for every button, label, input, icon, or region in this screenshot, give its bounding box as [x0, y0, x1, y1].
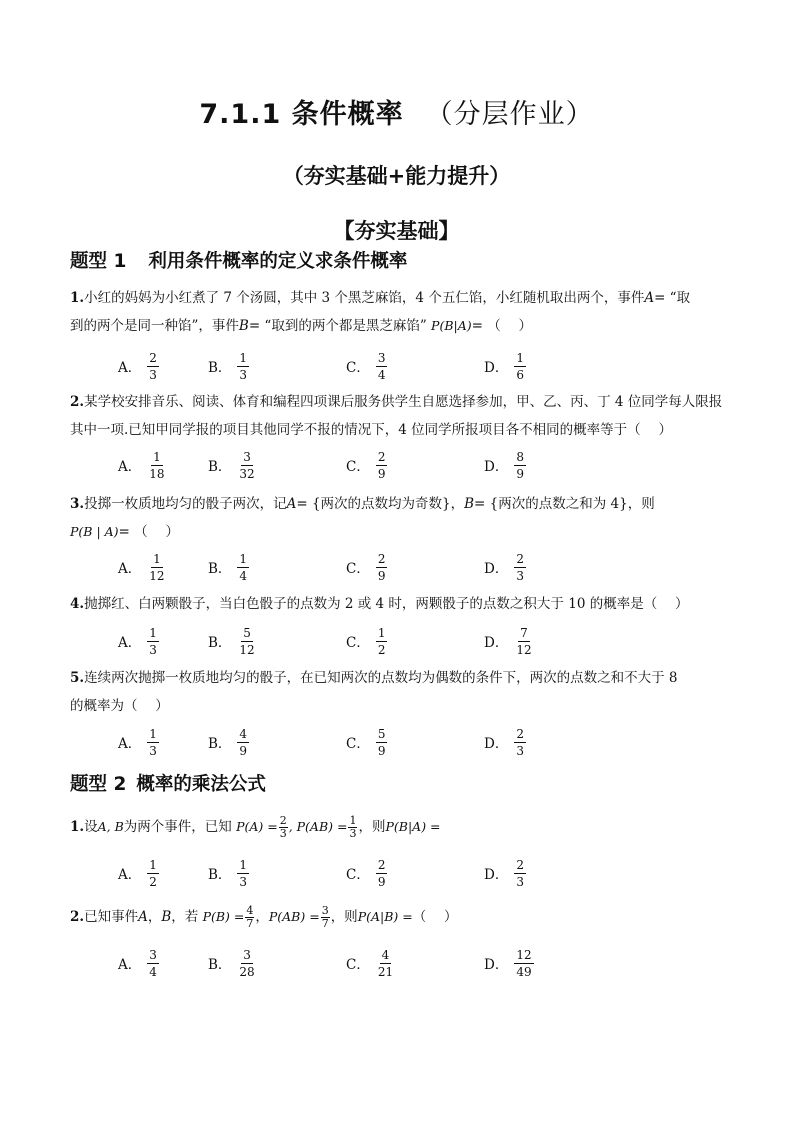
option-d[interactable] [484, 547, 526, 587]
option-label: C． [346, 867, 370, 883]
fraction: $\frac{3}{7}$ [321, 904, 329, 930]
question-text: ，则 [358, 819, 386, 835]
type2-title: 概率的乘法公式 [136, 774, 266, 795]
option-b[interactable] [208, 722, 249, 762]
math-expression: P(A) = [236, 819, 278, 834]
fraction: $\frac{3}{4}$ [149, 947, 157, 979]
option-d[interactable] [484, 943, 534, 983]
math-expression: , P(AB) = [288, 819, 348, 834]
fraction: $\frac{1}{2}$ [149, 857, 157, 889]
question-number: 1. [70, 819, 85, 835]
option-b[interactable] [208, 621, 257, 661]
option-b[interactable] [208, 943, 257, 983]
option-label: C． [346, 360, 370, 376]
option-label: C． [346, 736, 370, 752]
options-2-2 [118, 943, 678, 983]
option-label: C． [346, 561, 370, 577]
fraction: $\frac{1}{6}$ [516, 350, 524, 382]
fraction: $\frac{1}{3}$ [149, 625, 157, 657]
option-c[interactable] [346, 547, 387, 587]
option-label: D． [484, 736, 509, 752]
title-sub: （分层作业） [425, 99, 594, 130]
question-text: 为两个事件，已知 [123, 819, 232, 835]
question-type-2-heading [70, 770, 266, 796]
question-number: 2. [70, 909, 85, 925]
option-d[interactable] [484, 853, 526, 893]
question-text: ，若 [171, 909, 199, 925]
option-a[interactable] [118, 722, 159, 762]
fraction: $\frac{4}{7}$ [246, 904, 254, 930]
question-number: 1. [70, 290, 85, 306]
question-text: 连续两次抛掷一枚质地均匀的骰子，在已知两次的点数均为偶数的条件下，两次的点数之和不大于 8 [84, 670, 678, 686]
option-label: B． [208, 736, 232, 752]
question-1-4 [70, 590, 730, 618]
question-number: 5. [70, 670, 85, 686]
answer-bracket: = （ ） [118, 524, 179, 540]
option-d[interactable] [484, 621, 534, 661]
option-label: B． [208, 561, 232, 577]
fraction: $\frac{4}{9}$ [239, 726, 248, 758]
fraction: $\frac{3}{28}$ [239, 947, 255, 979]
option-label: D． [484, 635, 509, 651]
option-b[interactable] [208, 346, 249, 386]
math-expression: P(B|A) = [385, 819, 441, 834]
question-number: 4. [70, 596, 85, 612]
option-c[interactable] [346, 943, 395, 983]
page-subtitle: （夯实基础+能力提升） [282, 164, 511, 188]
question-text: 到的两个是同一种馅”，事件 [70, 318, 239, 334]
options-2-1 [118, 853, 678, 893]
punctuation: ， [255, 909, 269, 925]
fraction: $\frac{5}{12}$ [239, 625, 255, 657]
fraction: $\frac{1}{2}$ [377, 625, 386, 657]
fraction: $\frac{3}{4}$ [377, 350, 386, 382]
question-1-5 [70, 664, 730, 720]
option-d[interactable] [484, 722, 526, 762]
options-1-1 [118, 346, 678, 386]
options-1-2 [118, 445, 678, 485]
options-1-5 [118, 722, 678, 762]
fraction: $\frac{7}{12}$ [516, 625, 532, 657]
fraction: $\frac{8}{9}$ [516, 449, 524, 481]
option-label: C． [346, 459, 370, 475]
fraction: $\frac{2}{9}$ [377, 449, 386, 481]
option-b[interactable] [208, 547, 249, 587]
option-a[interactable] [118, 547, 167, 587]
punctuation: ，则 [330, 909, 358, 925]
section-heading: 【夯实基础】 [333, 219, 460, 243]
question-2-2 [70, 903, 730, 931]
math-expression: P(AB) = [268, 909, 320, 924]
fraction: $\frac{1}{3}$ [149, 726, 157, 758]
option-c[interactable] [346, 445, 387, 485]
question-number: 3. [70, 496, 85, 512]
answer-bracket: = （ ） [471, 318, 533, 334]
fraction: $\frac{2}{3}$ [516, 551, 524, 583]
option-label: A． [118, 635, 142, 651]
question-text: 抛掷红、白两颗骰子，当白色骰子的点数为 2 或 4 时，两颗骰子的点数之积大于 10 的概率是（ ） [84, 596, 689, 612]
event-b: B [161, 909, 172, 925]
event-a: A [644, 290, 655, 306]
option-label: D． [484, 360, 509, 376]
fraction: $\frac{2}{3}$ [279, 814, 287, 840]
question-1-1 [70, 284, 730, 340]
question-text: 设 [84, 819, 98, 835]
math-expression: P(B) = [202, 909, 245, 924]
title-main: 7.1.1 条件概率 [199, 99, 404, 130]
question-line [70, 664, 730, 692]
question-line [70, 312, 730, 340]
question-text: = “取 [654, 290, 691, 306]
question-text: 某学校安排音乐、阅读、体育和编程四项课后服务供学生自愿选择参加，甲、乙、丙、丁 4 位同学每人限报 [84, 394, 723, 410]
fraction: $\frac{1}{4}$ [239, 551, 248, 583]
fraction: $\frac{1}{3}$ [349, 814, 357, 840]
option-c[interactable] [346, 722, 387, 762]
options-1-4 [118, 621, 678, 661]
punctuation: ， [147, 909, 162, 925]
fraction: $\frac{2}{9}$ [377, 551, 386, 583]
fraction: $\frac{3}{32}$ [239, 449, 255, 481]
question-line [70, 813, 730, 841]
fraction: $\frac{1}{12}$ [149, 551, 165, 583]
option-c[interactable] [346, 621, 387, 661]
question-line: 的概率为（ ） [70, 698, 169, 714]
fraction: $\frac{2}{3}$ [149, 350, 157, 382]
option-a[interactable] [118, 346, 159, 386]
question-line [70, 388, 730, 416]
fraction: $\frac{2}{3}$ [516, 857, 524, 889]
question-text: 投掷一枚质地均匀的骰子两次，记 [84, 496, 287, 512]
option-label: A． [118, 561, 142, 577]
option-label: B． [208, 459, 232, 475]
option-label: D． [484, 561, 509, 577]
option-label: A． [118, 459, 142, 475]
event-b: B [464, 496, 475, 512]
option-label: B． [208, 867, 232, 883]
question-line [70, 284, 730, 312]
option-a[interactable] [118, 445, 167, 485]
question-1-2 [70, 388, 730, 444]
option-c[interactable] [346, 346, 387, 386]
fraction: $\frac{12}{49}$ [516, 947, 532, 979]
question-text: = “取到的两个都是黑芝麻馅” [248, 318, 427, 334]
option-a[interactable] [118, 943, 159, 983]
question-text: 小红的妈妈为小红煮了 7 个汤圆，其中 3 个黑芝麻馅，4 个五仁馅，小红随机取出两个，事件 [84, 290, 645, 306]
fraction: $\frac{1}{3}$ [239, 857, 248, 889]
question-line: 其中一项.已知甲同学报的项目其他同学不报的情况下，4 位同学所报项目各不相同的概率等于（ ） [70, 422, 672, 438]
fraction: $\frac{5}{9}$ [377, 726, 386, 758]
event-b: B [238, 318, 249, 334]
option-label: A． [118, 867, 142, 883]
option-label: D． [484, 867, 509, 883]
question-1-3 [70, 490, 730, 546]
option-label: C． [346, 635, 370, 651]
event-a: A [138, 909, 148, 925]
question-type-1-heading [70, 247, 407, 273]
option-label: D． [484, 459, 509, 475]
option-d[interactable] [484, 445, 526, 485]
question-text: 已知事件 [84, 909, 139, 925]
fraction: $\frac{2}{9}$ [377, 857, 386, 889]
fraction: $\frac{4}{21}$ [377, 947, 394, 979]
question-text: = {两次的点数之和为 4}，则 [474, 496, 655, 512]
question-line [70, 490, 730, 518]
option-a[interactable] [118, 853, 159, 893]
option-label: B． [208, 957, 232, 973]
fraction: $\frac{2}{3}$ [516, 726, 524, 758]
math-expression: P(A|B) = [357, 909, 413, 924]
option-label: A． [118, 360, 142, 376]
option-d[interactable] [484, 346, 526, 386]
option-label: B． [208, 360, 232, 376]
event-a: A [286, 496, 297, 512]
question-2-1 [70, 813, 730, 841]
option-a[interactable] [118, 621, 159, 661]
option-label: C． [346, 957, 370, 973]
option-c[interactable] [346, 853, 387, 893]
fraction: $\frac{1}{3}$ [239, 350, 248, 382]
option-label: D． [484, 957, 509, 973]
question-line [70, 590, 730, 618]
option-label: A． [118, 736, 142, 752]
question-line [70, 903, 730, 931]
type2-label: 题型 2 [70, 774, 127, 795]
math-expression: A, B [97, 819, 124, 834]
math-expression: P(B | A) [70, 524, 119, 539]
type1-label: 题型 1 [70, 251, 127, 272]
question-number: 2. [70, 394, 85, 410]
option-b[interactable] [208, 853, 249, 893]
question-line [70, 518, 730, 546]
option-b[interactable] [208, 445, 257, 485]
option-label: A． [118, 957, 142, 973]
answer-bracket: （ ） [412, 909, 458, 925]
options-1-3 [118, 547, 678, 587]
question-text: = {两次的点数均为奇数}， [296, 496, 465, 512]
option-label: B． [208, 635, 232, 651]
math-expression: P(B|A) [431, 318, 472, 333]
fraction: $\frac{1}{18}$ [149, 449, 165, 481]
page-title [0, 92, 793, 131]
type1-title: 利用条件概率的定义求条件概率 [148, 251, 408, 272]
